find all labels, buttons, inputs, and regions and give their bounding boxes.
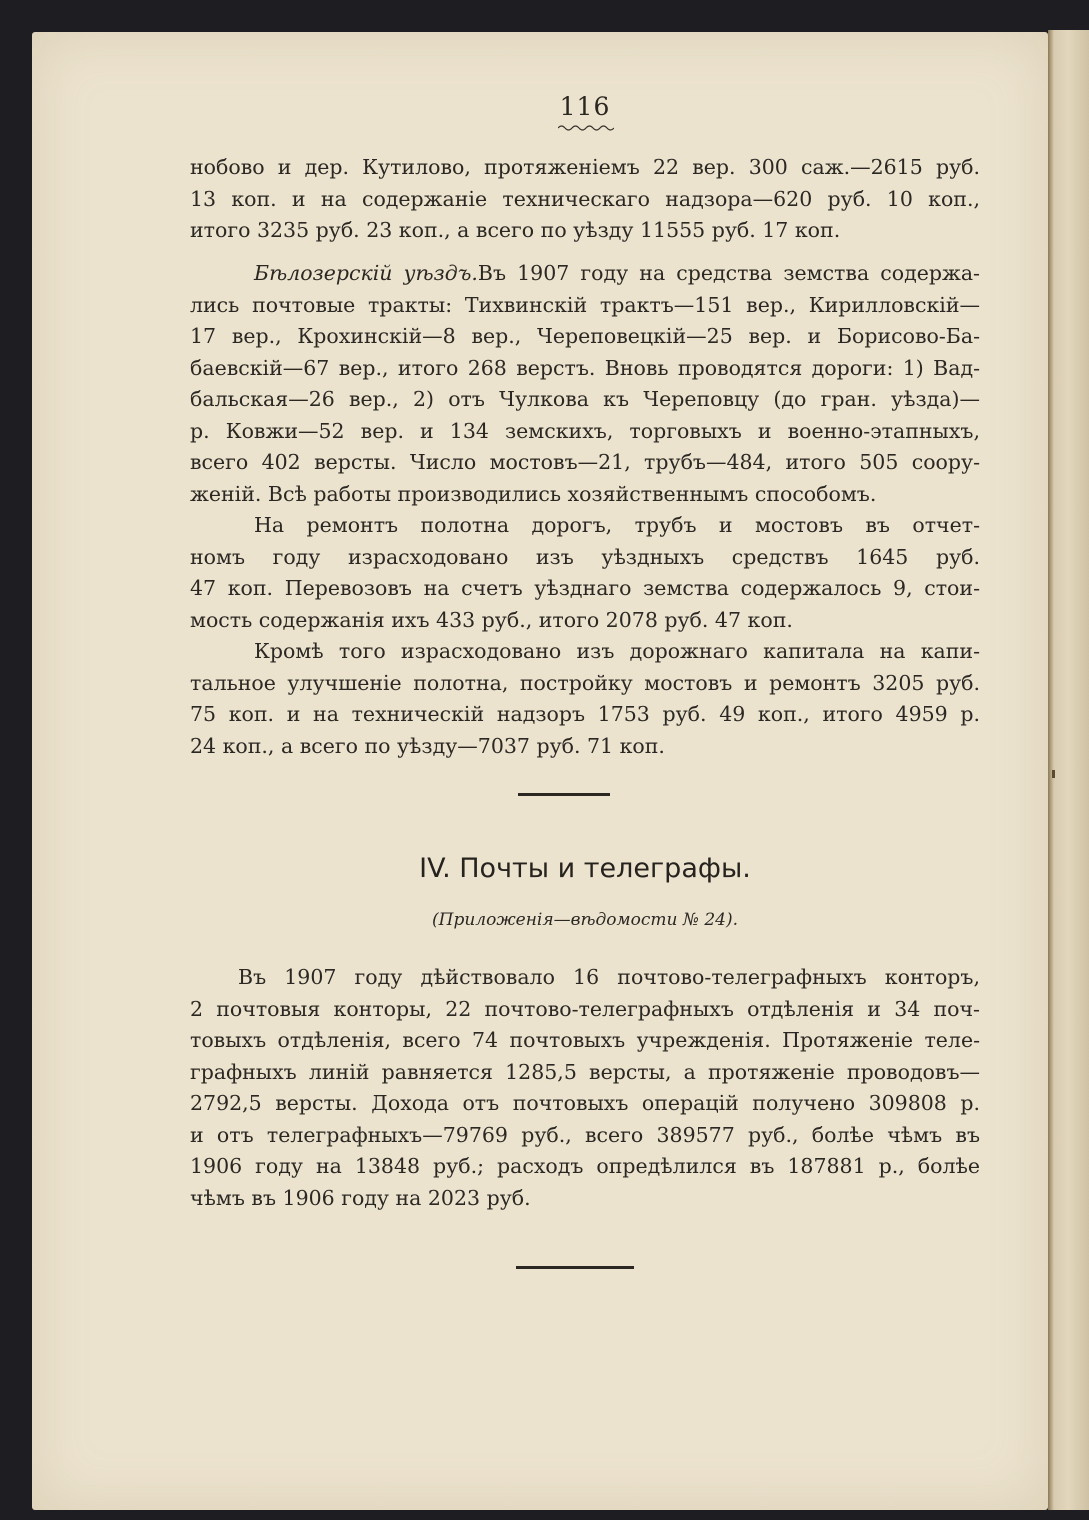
text-line: тальное улучшеніе полотна, постройку мостовъ и ремонтъ 3205 руб. xyxy=(190,670,980,695)
text-line: 2 почтовыя конторы, 22 почтово-телеграфныхъ отдѣленія и 34 поч- xyxy=(190,996,980,1021)
text-line: На ремонтъ полотна дорогъ, трубъ и мостовъ въ отчет- xyxy=(254,513,980,537)
text-line: нобово и дер. Кутилово, протяженіемъ 22 вер. 300 саж.—2615 руб. xyxy=(190,155,980,179)
text-line: баевскій—67 вер., итого 268 верстъ. Вновь проводятся дороги: 1) Вад- xyxy=(190,355,980,380)
section-divider-top xyxy=(518,793,610,796)
text-line: р. Ковжи—52 вер. и 134 земскихъ, торговыхъ и военно-этапныхъ, xyxy=(190,418,980,443)
section-divider-bottom xyxy=(516,1266,634,1269)
text-line: Кромѣ того израсходовано изъ дорожнаго капитала на капи- xyxy=(254,639,980,663)
book-page xyxy=(32,32,1048,1510)
text-line-first xyxy=(190,258,980,290)
text-line: бальская—26 вер., 2) отъ Чулкова къ Череповцу (до гран. уѣзда)— xyxy=(190,387,980,411)
paragraph-block-2 xyxy=(190,258,980,762)
paragraph-block-3 xyxy=(190,962,980,1214)
text-line: Въ 1907 году дѣйствовало 16 почтово-телеграфныхъ конторъ, xyxy=(238,965,980,989)
page-fold-mark xyxy=(1052,770,1055,778)
text-line: 17 вер., Крохинскій—8 вер., Череповецкій—25 вер. и Борисово-Ба- xyxy=(190,324,980,348)
paragraph-block-1 xyxy=(190,152,980,247)
district-name: Бѣлозерскій уѣздъ. xyxy=(254,261,478,285)
page-number-ornament xyxy=(558,124,614,132)
text-line: мость содержанія ихъ 433 руб., итого 2078 руб. 47 коп. xyxy=(190,607,793,632)
text-line: 24 коп., а всего по уѣзду—7037 руб. 71 коп. xyxy=(190,733,665,758)
text-line: всего 402 версты. Число мостовъ—21, трубъ—484, итого 505 соору- xyxy=(190,450,980,474)
text-line: лись почтовые тракты: Тихвинскій трактъ—151 вер., Кирилловскій— xyxy=(190,292,980,317)
text-line: женій. Всѣ работы производились хозяйственнымъ способомъ. xyxy=(190,481,877,506)
text-line: графныхъ линій равняется 1285,5 версты, а протяженіе проводовъ— xyxy=(190,1059,980,1084)
next-page-edge xyxy=(1048,30,1089,1510)
text-line: товыхъ отдѣленія, всего 74 почтовыхъ учрежденія. Протяженіе теле- xyxy=(190,1028,980,1052)
text-line: чѣмъ въ 1906 году на 2023 руб. xyxy=(190,1185,531,1210)
text-line: итого 3235 руб. 23 коп., а всего по уѣзду 11555 руб. 17 коп. xyxy=(190,218,841,242)
text-line: 47 коп. Перевозовъ на счетъ уѣзднаго земства содержалось 9, стои- xyxy=(190,576,980,600)
text-line: 75 коп. и на техническій надзоръ 1753 руб. 49 коп., итого 4959 р. xyxy=(190,702,980,726)
appendix-note: (Приложенія—вѣдомости № 24). xyxy=(431,910,738,930)
text-line: 1906 году на 13848 руб.; расходъ опредѣлился въ 187881 р., болѣе xyxy=(190,1154,980,1178)
text-line-first-rest: Въ 1907 году на средства земства содержа- xyxy=(477,261,980,285)
text-line: 2792,5 версты. Дохода отъ почтовыхъ операцій получено 309808 р. xyxy=(190,1091,980,1115)
section-heading: IV. Почты и телеграфы. xyxy=(419,853,751,884)
text-line: 13 коп. и на содержаніе техническаго надзора—620 руб. 10 коп., xyxy=(190,186,980,211)
page-number: 116 xyxy=(559,92,611,121)
text-line: номъ году израсходовано изъ уѣздныхъ средствъ 1645 руб. xyxy=(190,544,980,569)
text-line: и отъ телеграфныхъ—79769 руб., всего 389577 руб., болѣе чѣмъ въ xyxy=(190,1122,980,1147)
